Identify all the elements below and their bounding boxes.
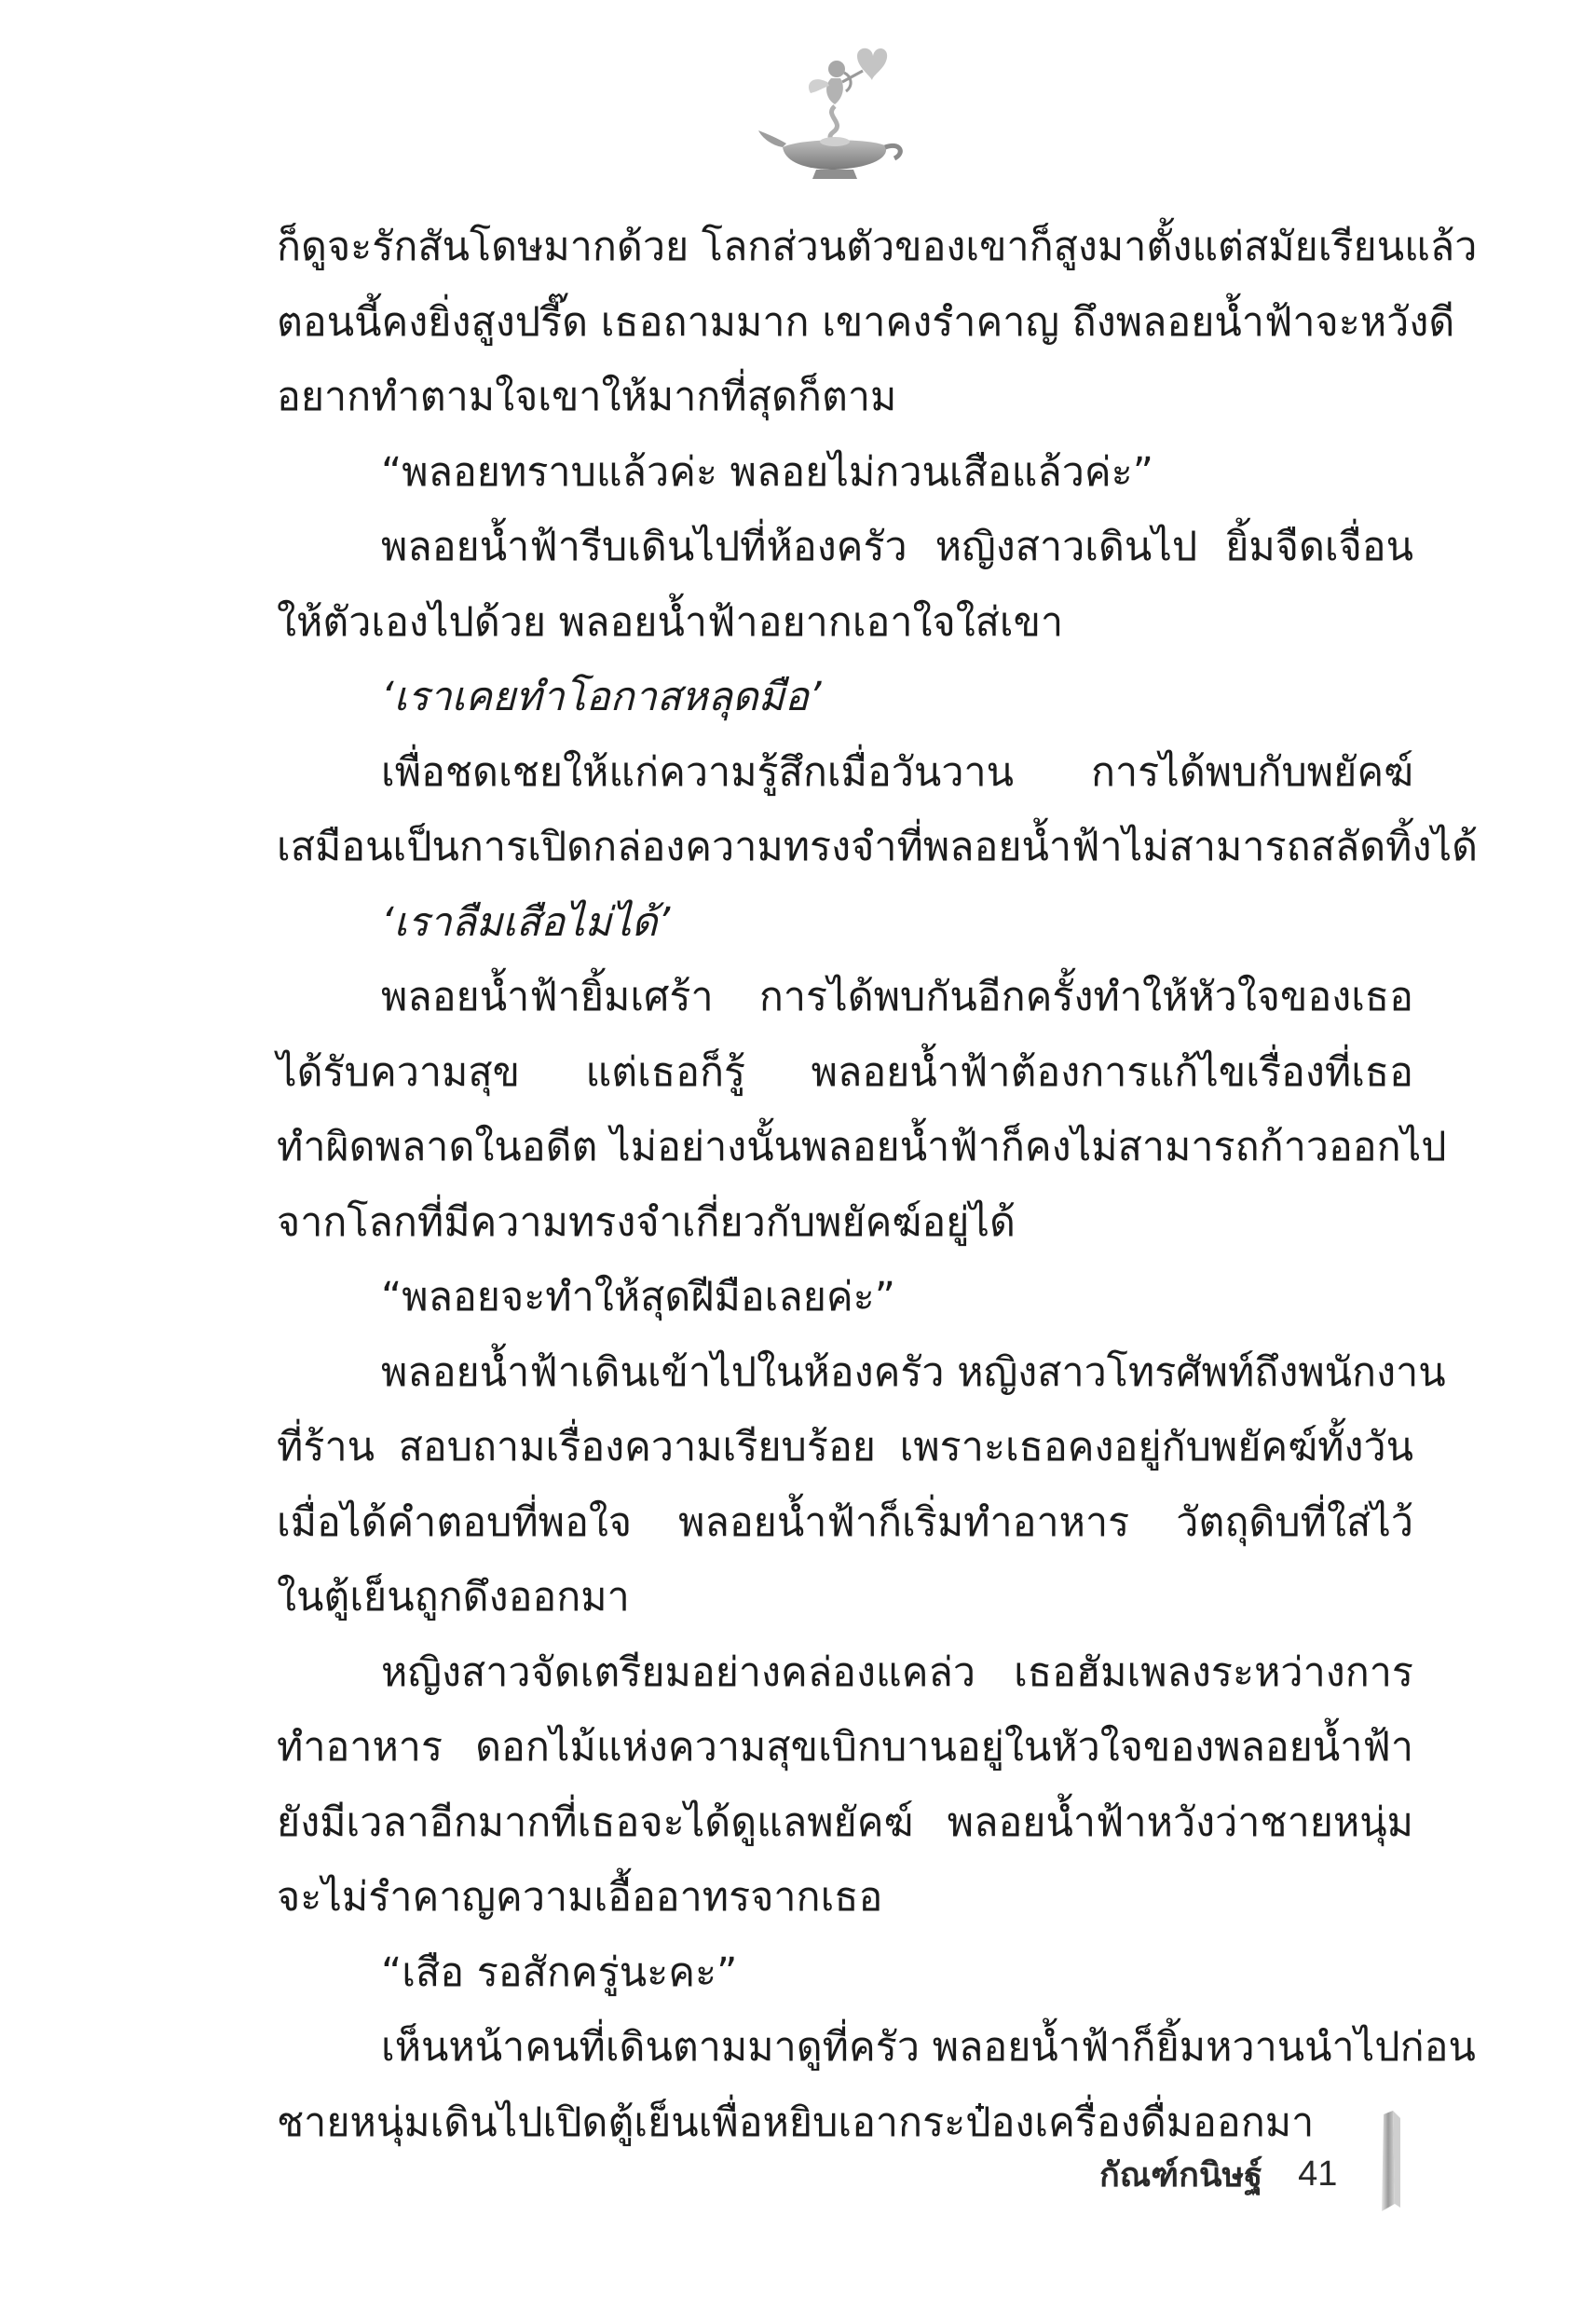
text-line: ที่ร้าน สอบถามเรื่องความเรียบร้อย เพราะเธอคงอยู่กับพยัคฆ์ทั้งวัน xyxy=(277,1424,1413,1470)
text-line: ชายหนุ่มเดินไปเปิดตู้เย็นเพื่อหยิบเอากระป๋องเครื่องดื่มออกมา xyxy=(277,2099,1315,2146)
page-number: 41 xyxy=(1298,2154,1338,2194)
text-line: อยากทำตามใจเขาให้มากที่สุดก็ตาม xyxy=(277,374,897,420)
text-line: “พลอยจะทำให้สุดฝีมือเลยค่ะ” xyxy=(381,1274,896,1320)
text-line: จากโลกที่มีความทรงจำเกี่ยวกับพยัคฆ์อยู่ได้ xyxy=(277,1198,1016,1246)
text-line: พลอยน้ำฟ้ารีบเดินไปที่ห้องครัว หญิงสาวเดินไป ยิ้มจืดเจื่อน xyxy=(381,524,1413,570)
text-line: ก็ดูจะรักสันโดษมากด้วย โลกส่วนตัวของเขาก็สูงมาตั้งแต่สมัยเรียนแล้ว xyxy=(277,224,1478,270)
text-line: เสมือนเป็นการเปิดกล่องความทรงจำที่พลอยน้ำฟ้าไม่สามารถสลัดทิ้งได้ xyxy=(277,824,1479,870)
text-line: เห็นหน้าคนที่เดินตามมาดูที่ครัว พลอยน้ำฟ้าก็ยิ้มหวานนำไปก่อน xyxy=(381,2024,1476,2071)
text-line: ทำผิดพลาดในอดีต ไม่อย่างนั้นพลอยน้ำฟ้าก็คงไม่สามารถก้าวออกไป xyxy=(277,1124,1447,1170)
text-line: เมื่อได้คำตอบที่พอใจ พลอยน้ำฟ้าก็เริ่มทำอาหาร วัตถุดิบที่ใส่ไว้ xyxy=(277,1498,1413,1546)
text-line: หญิงสาวจัดเตรียมอย่างคล่องแคล่ว เธอฮัมเพลงระหว่างการ xyxy=(381,1648,1413,1696)
text-line: ยังมีเวลาอีกมากที่เธอจะได้ดูแลพยัคฆ์ พลอยน้ำฟ้าหวังว่าชายหนุ่ม xyxy=(277,1798,1413,1846)
magic-lamp-cupid-icon xyxy=(745,37,922,186)
text-line: ให้ตัวเองไปด้วย พลอยน้ำฟ้าอยากเอาใจใส่เขา xyxy=(277,598,1064,646)
text-line: “พลอยทราบแล้วค่ะ พลอยไม่กวนเสือแล้วค่ะ” xyxy=(381,448,1153,496)
book-spine-icon xyxy=(1374,2111,1402,2213)
text-line: ในตู้เย็นถูกดึงออกมา xyxy=(277,1574,630,1620)
running-title: กัณฑ์กนิษฐ์ xyxy=(1099,2156,1263,2195)
text-line: ได้รับความสุข แต่เธอก็รู้ พลอยน้ำฟ้าต้องการแก้ไขเรื่องที่เธอ xyxy=(277,1048,1413,1096)
text-line: พลอยน้ำฟ้าเดินเข้าไปในห้องครัว หญิงสาวโทรศัพท์ถึงพนักงาน xyxy=(381,1348,1446,1396)
text-line: พลอยน้ำฟ้ายิ้มเศร้า การได้พบกันอีกครั้งทำให้หัวใจของเธอ xyxy=(381,974,1413,1020)
text-line: ทำอาหาร ดอกไม้แห่งความสุขเบิกบานอยู่ในหัวใจของพลอยน้ำฟ้า xyxy=(277,1724,1413,1771)
body-text xyxy=(277,210,1479,2160)
text-line: ‘เราลืมเสือไม่ได้’ xyxy=(381,898,671,946)
page-footer xyxy=(1099,2148,1337,2201)
text-line: จะไม่รำคาญความเอื้ออาทรจากเธอ xyxy=(277,1874,883,1921)
text-line: ตอนนี้คงยิ่งสูงปรี๊ด เธอถามมาก เขาคงรำคาญ ถึงพลอยน้ำฟ้าจะหวังดี xyxy=(277,298,1455,346)
text-line: “เสือ รอสักครู่นะคะ” xyxy=(381,1949,738,1996)
text-line: ‘เราเคยทำโอกาสหลุดมือ’ xyxy=(381,674,822,720)
text-line: เพื่อชดเชยให้แก่ความรู้สึกเมื่อวันวาน การได้พบกับพยัคฆ์ xyxy=(381,748,1413,796)
